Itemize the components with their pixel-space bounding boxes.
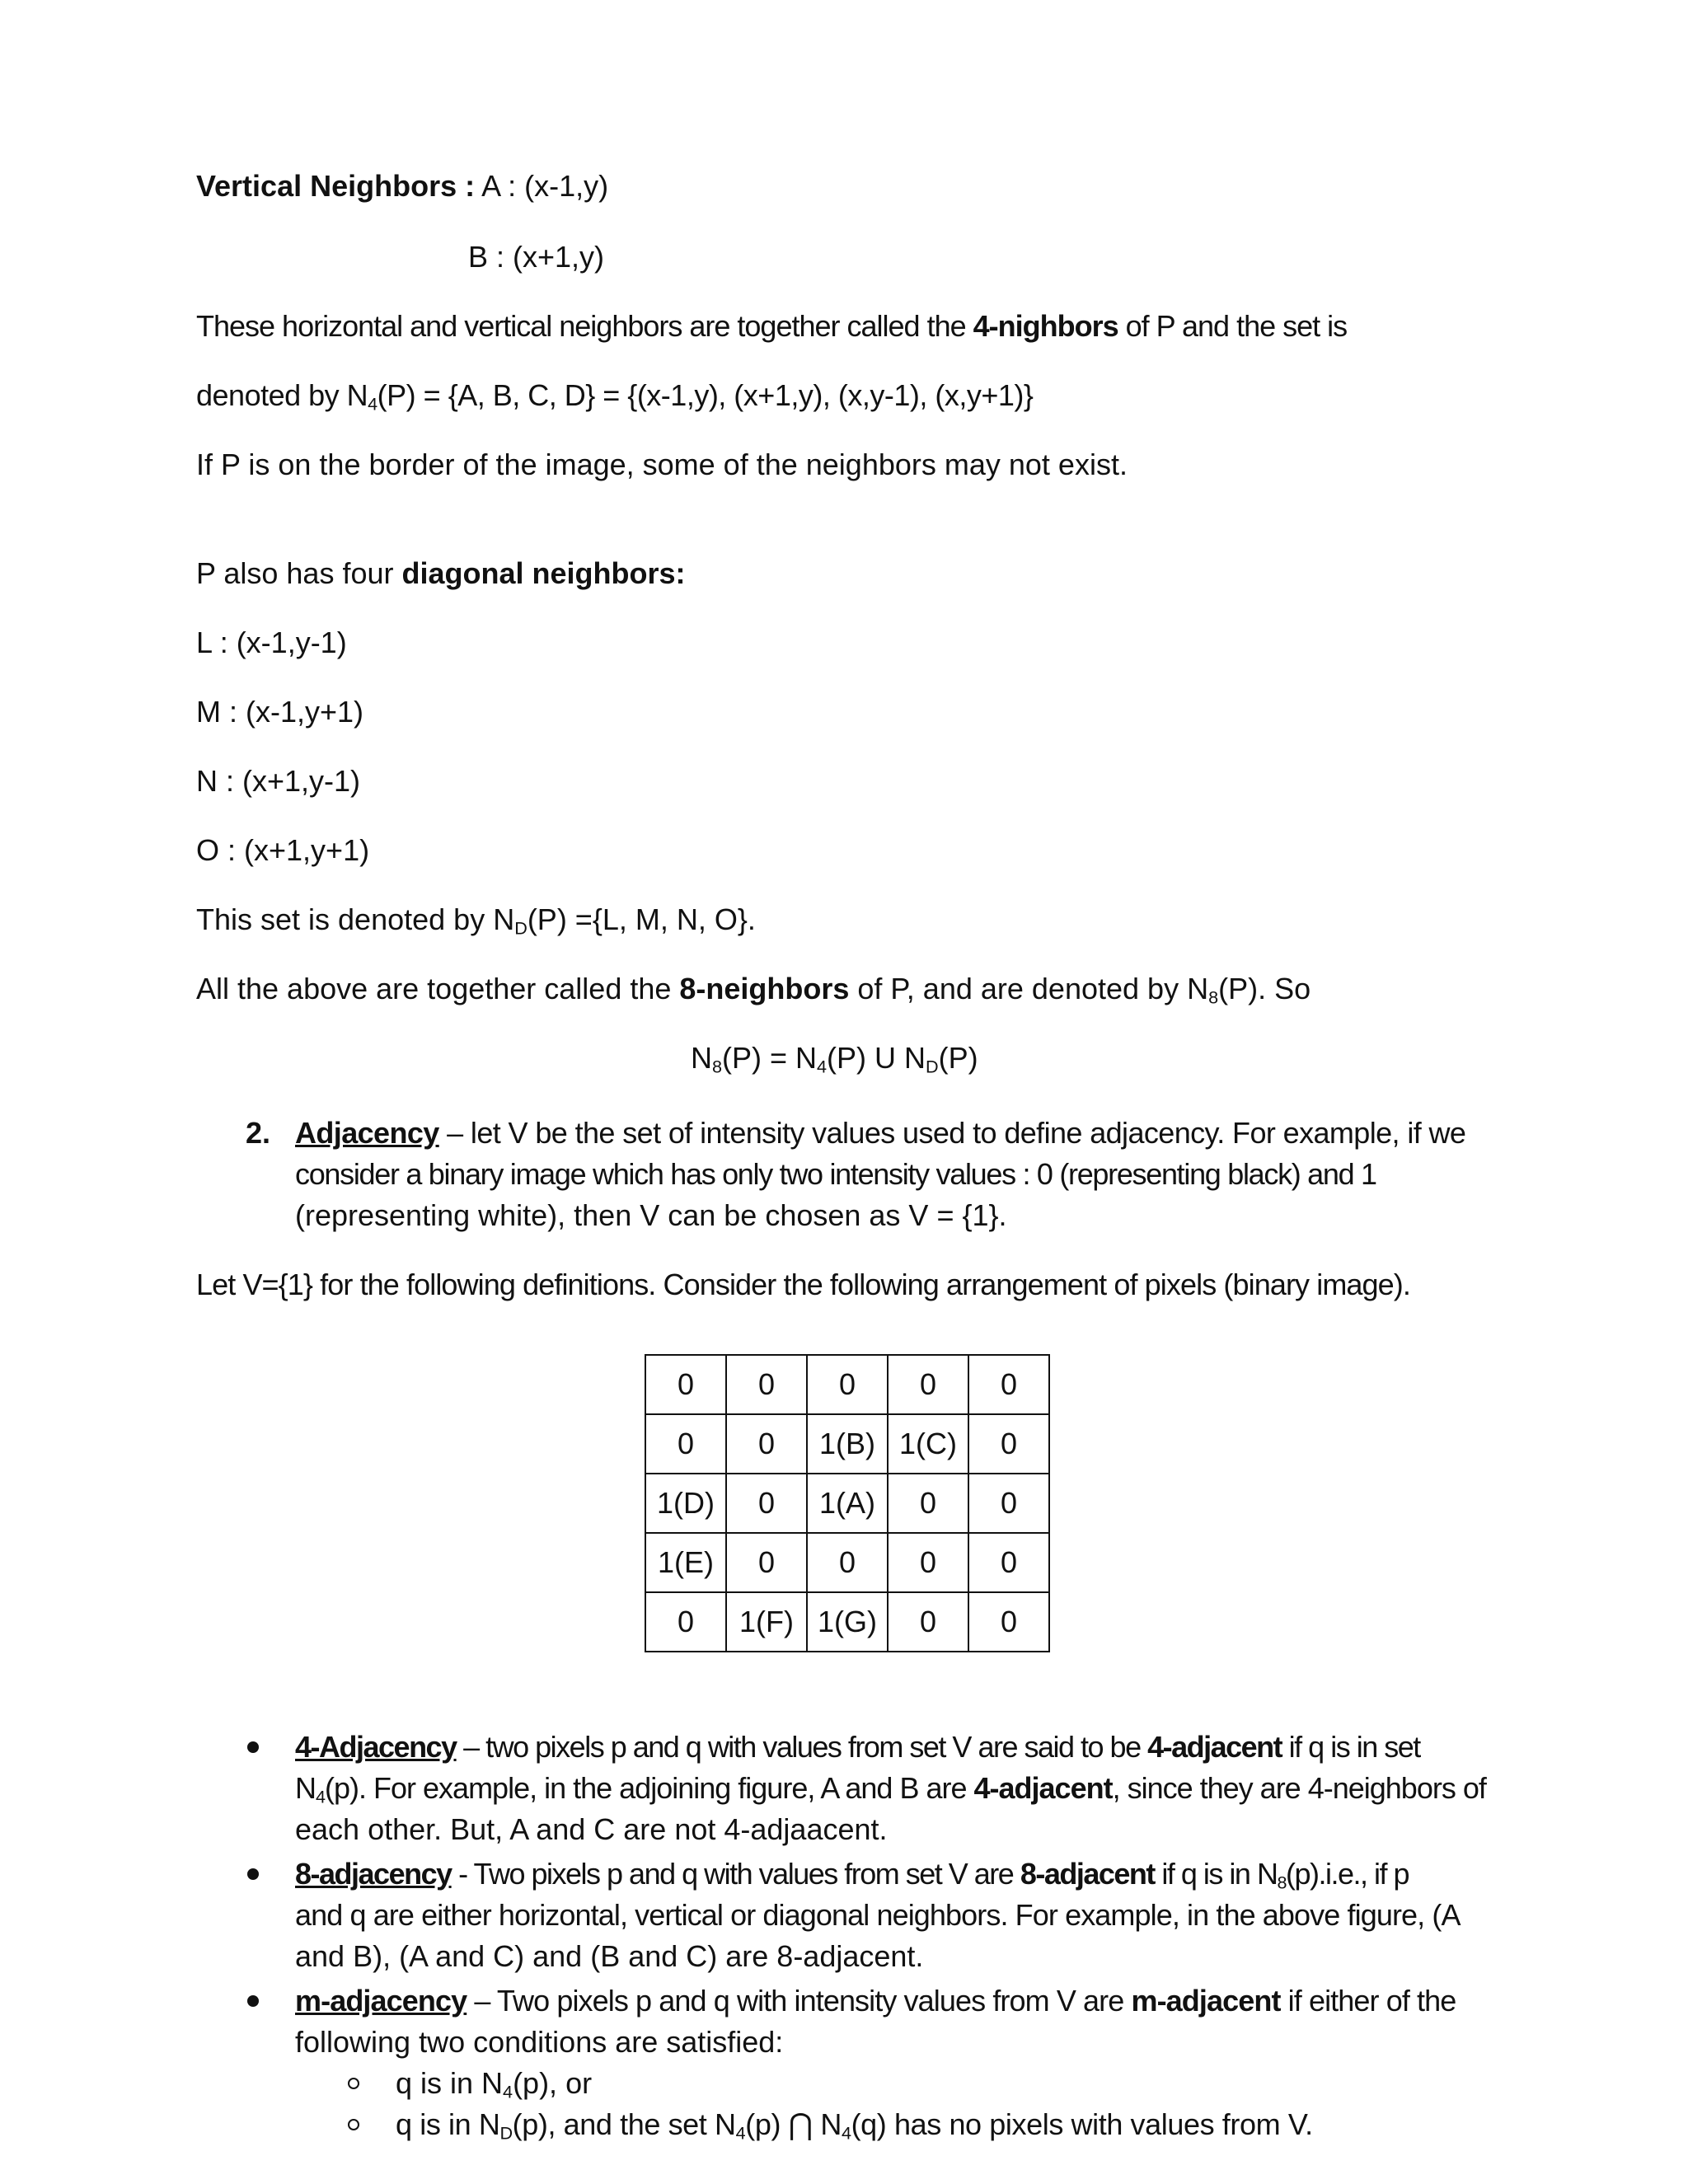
four-adjacency-line-3: each other. But, A and C are not 4-adjaacent. <box>295 1812 888 1846</box>
grid-cell: 0 <box>968 1592 1049 1652</box>
grid-cell: 1(F) <box>726 1592 807 1652</box>
eight-adjacency-title: 8-adjacency <box>295 1857 452 1891</box>
eight-neighbors-line <box>196 971 1311 1006</box>
condition-2-text-mid: (p), and the set N <box>512 2107 736 2141</box>
eight-neighbors-text: All the above are together called the <box>196 972 680 1005</box>
nd-subscript: D <box>514 917 528 939</box>
m-adjacency-text-1: – Two pixels p and q with intensity values from V are <box>467 1984 1132 2018</box>
vertical-neighbors-line <box>196 168 608 204</box>
m-adjacency-term: m-adjacent <box>1131 1984 1281 2018</box>
sub-bullet-icon <box>348 2119 359 2130</box>
eight-adjacency-text-1: - Two pixels p and q with values from set V are <box>451 1857 1020 1891</box>
adjacency-line-2: consider a binary image which has only two intensity values : 0 (representing black) and 1 <box>295 1157 1376 1191</box>
condition-2-text-mid-2: (p) ⋂ N <box>745 2107 842 2141</box>
four-adjacency-term-2: 4-adjacent <box>973 1771 1113 1805</box>
eight-adjacency-line-1 <box>295 1856 1409 1891</box>
adjacency-number: 2. <box>246 1116 271 1150</box>
four-neighbors-text-end: of P and the set is <box>1118 309 1348 343</box>
grid-cell: 0 <box>888 1592 968 1652</box>
grid-cell: 0 <box>888 1355 968 1414</box>
grid-cell: 0 <box>645 1592 726 1652</box>
four-adjacency-line-1 <box>295 1729 1420 1765</box>
n4-set-definition: (P) = {A, B, C, D} = {(x-1,y), (x+1,y), (x,y-1), (x,y+1)} <box>377 378 1034 412</box>
diagonal-intro-term: diagonal neighbors: <box>401 556 686 590</box>
grid-row <box>645 1355 1049 1414</box>
condition-2-sub-3: 4 <box>841 2122 851 2144</box>
grid-row <box>645 1533 1049 1592</box>
bullet-icon <box>247 1995 259 2007</box>
vertical-neighbor-a: A : (x-1,y) <box>481 169 609 203</box>
condition-1-text: q is in N <box>396 2066 504 2100</box>
nd-set-definition: (P) ={L, M, N, O}. <box>527 902 756 936</box>
four-adjacency-line-2 <box>295 1770 1486 1806</box>
grid-row <box>645 1474 1049 1533</box>
eight-adjacency-n8-sub: 8 <box>1277 1872 1286 1893</box>
grid-cell: 0 <box>645 1414 726 1474</box>
diagonal-n: N : (x+1,y-1) <box>196 764 361 798</box>
four-adjacency-term-1: 4-adjacent <box>1147 1730 1282 1764</box>
condition-2-text: q is in N <box>396 2107 500 2141</box>
diagonal-intro <box>196 555 686 591</box>
condition-1-text-end: (p), or <box>513 2066 593 2100</box>
bullet-icon <box>247 1868 259 1880</box>
formula-nd-sub: D <box>926 1056 939 1077</box>
formula-n4: (P) = N <box>722 1041 818 1075</box>
nd-prefix: This set is denoted by N <box>196 902 515 936</box>
n4-prefix: denoted by N <box>196 378 368 412</box>
grid-cell: 1(B) <box>807 1414 888 1474</box>
adjacency-line-3: (representing white), then V can be chosen as V = {1}. <box>295 1198 1007 1232</box>
n8-formula <box>691 1040 978 1076</box>
four-neighbors-line-2 <box>196 377 1033 413</box>
grid-cell: 1(A) <box>807 1474 888 1533</box>
nd-set-line <box>196 902 756 937</box>
grid-cell: 0 <box>645 1355 726 1414</box>
grid-cell: 0 <box>726 1355 807 1414</box>
m-adjacency-line-2: following two conditions are satisfied: <box>295 2025 784 2059</box>
pixel-grid <box>645 1354 1050 1652</box>
grid-cell: 0 <box>888 1533 968 1592</box>
four-adjacency-n4-sub: 4 <box>316 1786 326 1807</box>
four-adjacency-n4: N <box>295 1771 316 1805</box>
m-adjacency-condition-2 <box>396 2107 1313 2142</box>
border-note: If P is on the border of the image, some of the neighbors may not exist. <box>196 448 1128 481</box>
diagonal-m: M : (x-1,y+1) <box>196 695 364 729</box>
condition-2-text-end: (q) has no pixels with values from V. <box>851 2107 1313 2141</box>
formula-n8-sub: 8 <box>712 1056 723 1077</box>
four-adjacency-text-2-end: , since they are 4-neighbors of <box>1112 1771 1486 1805</box>
eight-neighbors-term: 8-neighbors <box>679 972 850 1005</box>
m-adjacency-condition-1 <box>396 2065 592 2101</box>
condition-1-sub: 4 <box>503 2081 513 2102</box>
grid-cell: 0 <box>888 1474 968 1533</box>
condition-2-sub-2: 4 <box>735 2122 746 2144</box>
diagonal-l: L : (x-1,y-1) <box>196 626 347 659</box>
grid-cell: 0 <box>968 1533 1049 1592</box>
grid-row <box>645 1592 1049 1652</box>
adjacency-text-1: – let V be the set of intensity values used to define adjacency. For example, if we <box>438 1116 1466 1150</box>
vertical-neighbors-label: Vertical Neighbors : <box>196 169 476 203</box>
condition-2-sub-1: D <box>499 2122 513 2144</box>
grid-cell: 0 <box>807 1533 888 1592</box>
formula-end: (P) <box>938 1041 978 1075</box>
diagonal-o: O : (x+1,y+1) <box>196 833 370 867</box>
adjacency-line-1 <box>295 1115 1465 1151</box>
m-adjacency-text-1-end: if either of the <box>1280 1984 1456 2018</box>
four-neighbors-text: These horizontal and vertical neighbors are together called the <box>196 309 973 343</box>
grid-cell: 1(E) <box>645 1533 726 1592</box>
eight-neighbors-text-end: (P). So <box>1218 972 1311 1005</box>
eight-adjacency-text-1-end: (p).i.e., if p <box>1285 1857 1409 1891</box>
n4-subscript: 4 <box>368 393 377 415</box>
grid-cell: 0 <box>807 1355 888 1414</box>
adjacency-title: Adjacency <box>295 1116 439 1150</box>
formula-n8: N <box>691 1041 712 1075</box>
four-adjacency-text-2: (p). For example, in the adjoining figure, A and B are <box>325 1771 974 1805</box>
m-adjacency-line-1 <box>295 1983 1456 2018</box>
eight-adjacency-term: 8-adjacent <box>1020 1857 1155 1891</box>
formula-nd: (P) U N <box>827 1041 926 1075</box>
vertical-neighbor-b: B : (x+1,y) <box>468 240 605 274</box>
grid-cell: 1(G) <box>807 1592 888 1652</box>
four-neighbors-line-1 <box>196 308 1347 344</box>
eight-neighbors-text-mid: of P, and are denoted by N <box>849 972 1209 1005</box>
grid-cell: 1(D) <box>645 1474 726 1533</box>
four-neighbors-term: 4-nighbors <box>973 309 1118 343</box>
formula-n4-sub: 4 <box>817 1056 828 1077</box>
grid-cell: 0 <box>968 1414 1049 1474</box>
let-v-line: Let V={1} for the following definitions. Consider the following arrangement of pixels (binary image). <box>196 1268 1410 1301</box>
diagonal-intro-text: P also has four <box>196 556 402 590</box>
four-adjacency-text-1-end: if q is in set <box>1282 1730 1420 1764</box>
grid-row <box>645 1414 1049 1474</box>
grid-cell: 0 <box>968 1355 1049 1414</box>
eight-adjacency-line-2: and q are either horizontal, vertical or diagonal neighbors. For example, in the above figure, (A <box>295 1898 1461 1932</box>
eight-adjacency-text-1-mid: if q is in N <box>1154 1857 1278 1891</box>
grid-cell: 1(C) <box>888 1414 968 1474</box>
grid-cell: 0 <box>968 1474 1049 1533</box>
sub-bullet-icon <box>348 2078 359 2089</box>
m-adjacency-title: m-adjacency <box>295 1984 467 2018</box>
four-adjacency-title: 4-Adjacency <box>295 1730 457 1764</box>
bullet-icon <box>247 1741 259 1753</box>
grid-cell: 0 <box>726 1414 807 1474</box>
eight-adjacency-line-3: and B), (A and C) and (B and C) are 8-adjacent. <box>295 1939 924 1973</box>
n8-subscript: 8 <box>1208 987 1219 1008</box>
four-adjacency-text-1: – two pixels p and q with values from set V are said to be <box>456 1730 1148 1764</box>
grid-cell: 0 <box>726 1533 807 1592</box>
grid-cell: 0 <box>726 1474 807 1533</box>
